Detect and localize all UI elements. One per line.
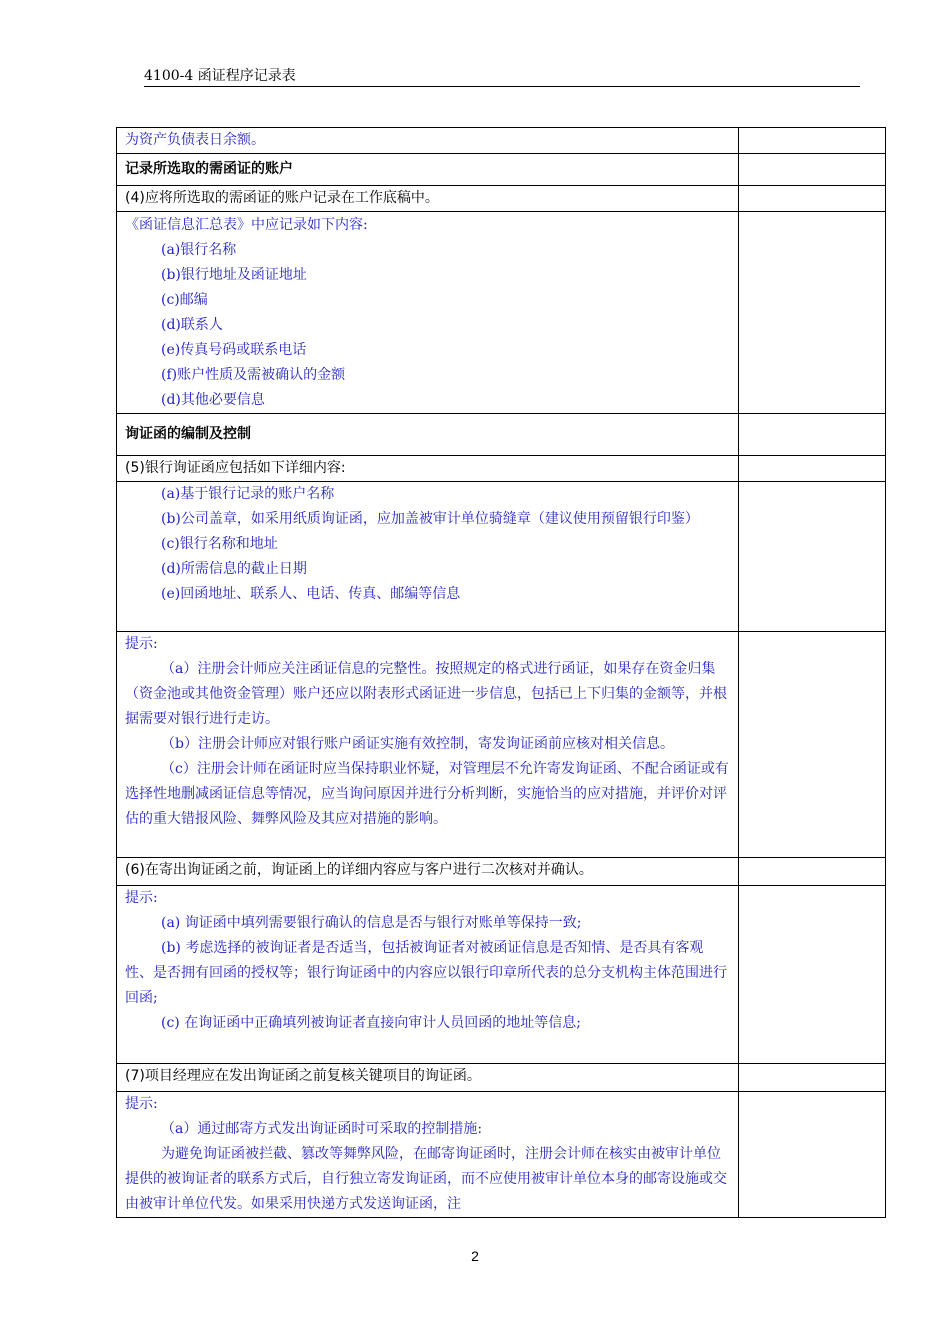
tip-label: 提示: [125, 636, 158, 652]
tip-paragraph: (b) 考虑选择的被询证者是否适当，包括被询证者对被函证信息是否知情、是否具有客观性、是否拥有回函的授权等；银行询证函中的内容应以银行印章所代表的总分支机构主体范围进行回函; [125, 940, 727, 1006]
text-cell [117, 1092, 739, 1218]
table-row [117, 1092, 886, 1218]
table-row [117, 858, 886, 886]
section-heading: 记录所选取的需函证的账户 [117, 154, 739, 186]
text-cell: (7)项目经理应在发出询证函之前复核关键项目的询证函。 [117, 1064, 739, 1092]
tip-paragraph: （b）注册会计师应对银行账户函证实施有效控制，寄发询证函前应核对相关信息。 [161, 736, 674, 752]
text-cell [117, 886, 739, 1064]
empty-cell [739, 414, 886, 456]
list-item: (c)银行名称和地址 [161, 536, 278, 552]
list-intro: 《函证信息汇总表》中应记录如下内容: [125, 217, 368, 233]
text-cell [117, 212, 739, 414]
list-item: (b)银行地址及函证地址 [161, 267, 307, 283]
list-item: (b)公司盖章，如采用纸质询证函，应加盖被审计单位骑缝章（建议使用预留银行印鉴） [161, 511, 699, 527]
empty-cell [739, 858, 886, 886]
text-cell: (5)银行询证函应包括如下详细内容: [117, 456, 739, 482]
empty-cell [739, 1064, 886, 1092]
list-item: (c)邮编 [161, 292, 208, 308]
list-item: (d)其他必要信息 [161, 392, 265, 408]
empty-cell [739, 1092, 886, 1218]
text-cell: (6)在寄出询证函之前，询证函上的详细内容应与客户进行二次核对并确认。 [117, 858, 739, 886]
tip-paragraph: (a) 询证函中填列需要银行确认的信息是否与银行对账单等保持一致; [161, 915, 582, 931]
table-row [117, 456, 886, 482]
list-item: (f)账户性质及需被确认的金额 [161, 367, 346, 383]
text-cell [117, 632, 739, 858]
tip-paragraph: （a）通过邮寄方式发出询证函时可采取的控制措施: [161, 1121, 483, 1137]
table-row [117, 186, 886, 212]
list-item: (a)基于银行记录的账户名称 [161, 486, 335, 502]
text-cell: 为资产负债表日余额。 [117, 128, 739, 154]
empty-cell [739, 186, 886, 212]
page-header: 4100-4 函证程序记录表 [144, 66, 860, 87]
list-item: (a)银行名称 [161, 242, 237, 258]
section-heading: 询证函的编制及控制 [117, 414, 739, 456]
list-item: (e)传真号码或联系电话 [161, 342, 307, 358]
page-number: 2 [471, 1248, 479, 1264]
tip-label: 提示: [125, 1096, 158, 1112]
tip-label: 提示: [125, 890, 158, 906]
text-cell: (4)应将所选取的需函证的账户记录在工作底稿中。 [117, 186, 739, 212]
empty-cell [739, 128, 886, 154]
tip-paragraph: 为避免询证函被拦截、篡改等舞弊风险，在邮寄询证函时，注册会计师在核实由被审计单位提供的被询证者的联系方式后，自行独立寄发询证函，而不应使用被审计单位本身的邮寄设施或交由被审计单位代发。如果采用快递方式发送询证函，注 [125, 1146, 727, 1212]
table-row [117, 1064, 886, 1092]
table-row [117, 154, 886, 186]
table-row [117, 482, 886, 632]
table-row [117, 886, 886, 1064]
list-item: (d)联系人 [161, 317, 223, 333]
list-item: (e)回函地址、联系人、电话、传真、邮编等信息 [161, 586, 461, 602]
tip-paragraph: （a）注册会计师应关注函证信息的完整性。按照规定的格式进行函证，如果存在资金归集（资金池或其他资金管理）账户还应以附表形式函证进一步信息，包括已上下归集的金额等，并根据需要对银行进行走访。 [125, 661, 727, 727]
tip-paragraph: (c) 在询证函中正确填列被询证者直接向审计人员回函的地址等信息; [161, 1015, 581, 1031]
table-row [117, 414, 886, 456]
empty-cell [739, 886, 886, 1064]
empty-cell [739, 482, 886, 632]
table-row [117, 632, 886, 858]
text-cell [117, 482, 739, 632]
empty-cell [739, 456, 886, 482]
table-row [117, 212, 886, 414]
empty-cell [739, 154, 886, 186]
list-item: (d)所需信息的截止日期 [161, 561, 307, 577]
empty-cell [739, 632, 886, 858]
table-row [117, 128, 886, 154]
procedure-table [116, 127, 886, 1218]
tip-paragraph: （c）注册会计师在函证时应当保持职业怀疑，对管理层不允许寄发询证函、不配合函证或有选择性地删减函证信息等情况，应当询问原因并进行分析判断，实施恰当的应对措施，并评价对评估的重大错报风险、舞弊风险及其应对措施的影响。 [125, 761, 729, 827]
empty-cell [739, 212, 886, 414]
